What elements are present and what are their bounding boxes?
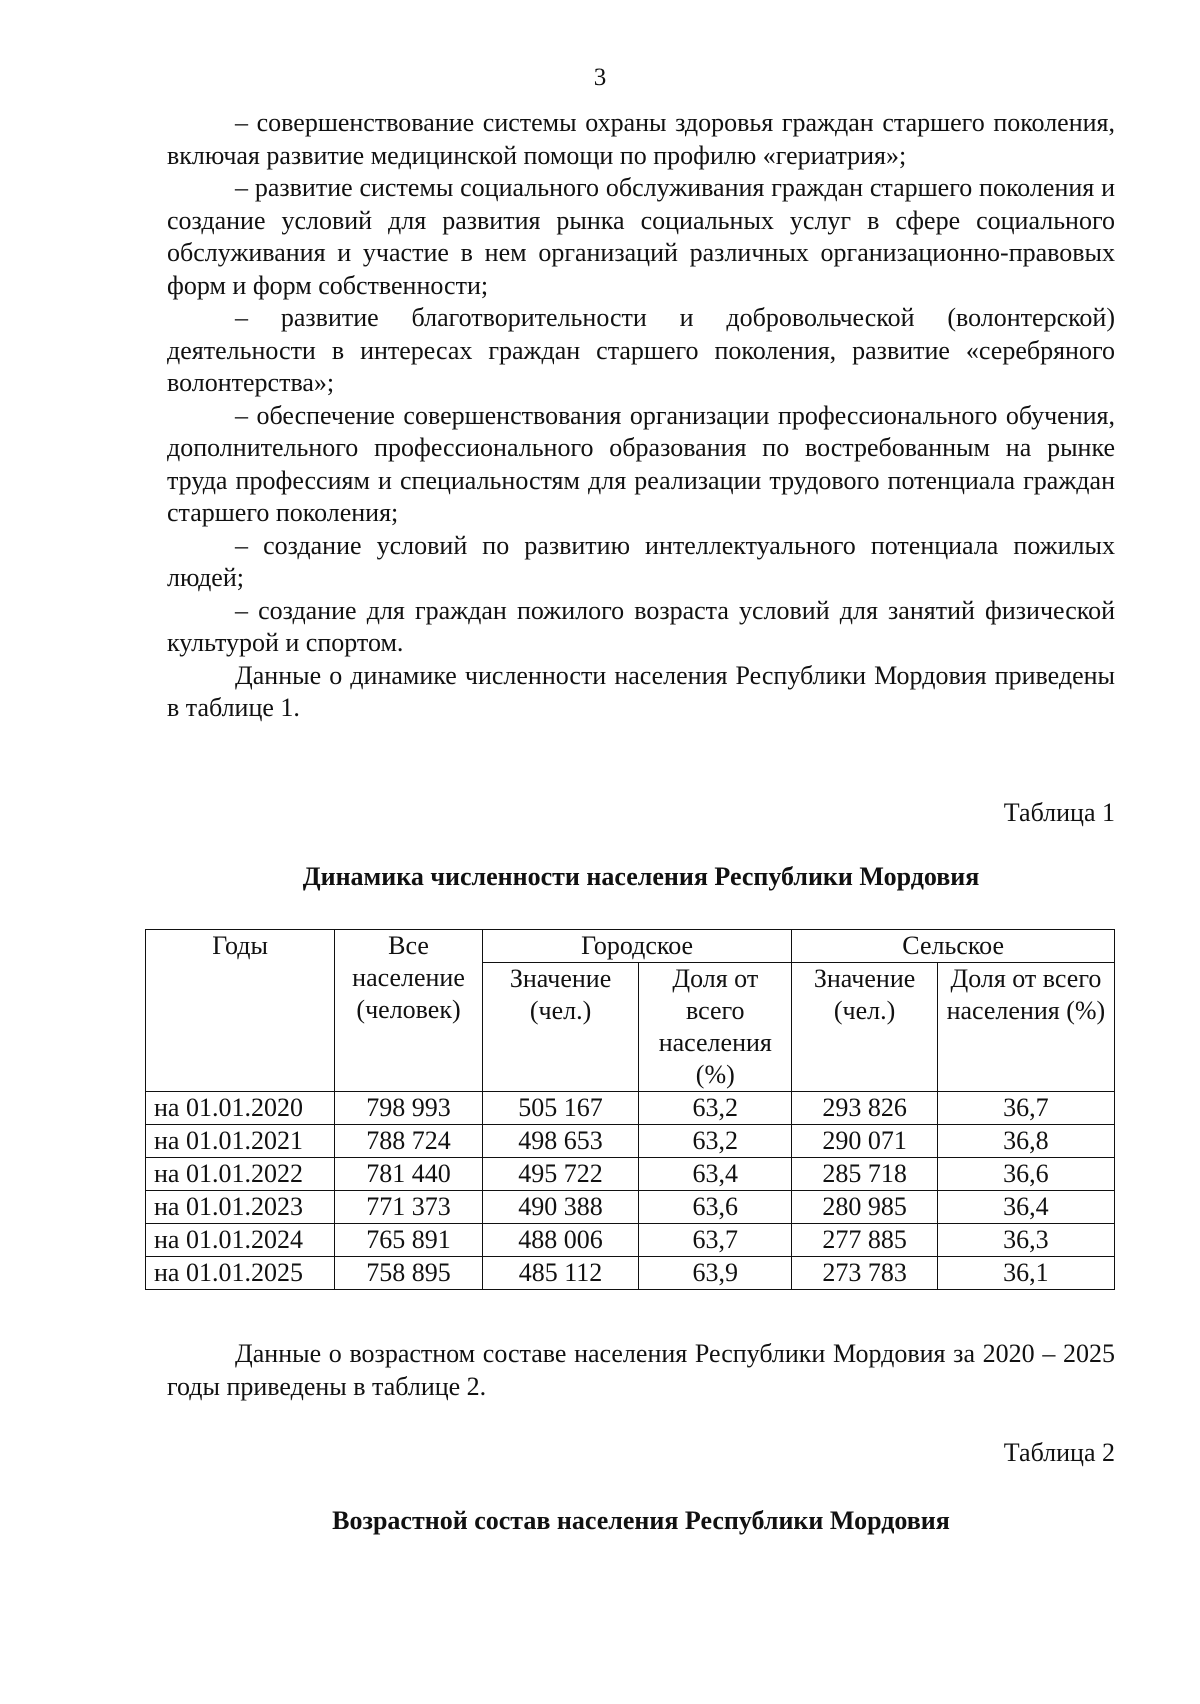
page-number: 3 bbox=[593, 64, 607, 91]
list-item: – создание условий по развитию интеллектуального потенциала пожилых людей; bbox=[167, 530, 1115, 592]
paragraph: Данные о возрастном составе населения Республики Мордовия за 2020 – 2025 годы приведены в таблице 2. bbox=[167, 1339, 1115, 1401]
header-urban-value: Значение (чел.) bbox=[482, 963, 638, 1092]
paragraph: Данные о динамике численности населения Республики Мордовия приведены в таблице 1. bbox=[167, 660, 1115, 722]
header-urban-share: Доля от всего населения (%) bbox=[639, 963, 792, 1092]
cell-urban-share: 63,9 bbox=[639, 1257, 792, 1290]
table-row bbox=[146, 1158, 1115, 1191]
cell-rural-value: 290 071 bbox=[792, 1125, 937, 1158]
cell-urban-value: 495 722 bbox=[482, 1158, 638, 1191]
list-item: – совершенствование системы охраны здоровья граждан старшего поколения, включая развитие медицинской помощи по профилю «гериатрия»; bbox=[167, 108, 1115, 170]
cell-rural-share: 36,6 bbox=[937, 1158, 1114, 1191]
table-row bbox=[146, 1092, 1115, 1125]
cell-year: на 01.01.2024 bbox=[146, 1224, 335, 1257]
table-title: Возрастной состав населения Республики Мордовия bbox=[332, 1506, 950, 1535]
cell-rural-share: 36,3 bbox=[937, 1224, 1114, 1257]
paragraph-after-table bbox=[167, 1338, 1115, 1403]
list-item: – развитие системы социального обслуживания граждан старшего поколения и создание условий для развития рынка социальных услуг в сфере социального обслуживания и участие в нем организаций различных организационно-правовых форм и форм собственности; bbox=[167, 173, 1115, 300]
body-text bbox=[167, 107, 1115, 725]
header-rural-share: Доля от всего населения (%) bbox=[937, 963, 1114, 1092]
cell-rural-value: 285 718 bbox=[792, 1158, 937, 1191]
cell-total: 771 373 bbox=[335, 1191, 483, 1224]
table-row bbox=[146, 1191, 1115, 1224]
header-urban: Городское bbox=[482, 930, 792, 963]
cell-total: 758 895 bbox=[335, 1257, 483, 1290]
header-total: Все население (человек) bbox=[335, 930, 483, 1092]
cell-rural-share: 36,8 bbox=[937, 1125, 1114, 1158]
table-row bbox=[146, 1224, 1115, 1257]
cell-urban-value: 505 167 bbox=[482, 1092, 638, 1125]
cell-total: 765 891 bbox=[335, 1224, 483, 1257]
cell-total: 781 440 bbox=[335, 1158, 483, 1191]
cell-rural-value: 293 826 bbox=[792, 1092, 937, 1125]
cell-urban-share: 63,2 bbox=[639, 1092, 792, 1125]
header-rural-value: Значение (чел.) bbox=[792, 963, 937, 1092]
cell-urban-value: 498 653 bbox=[482, 1125, 638, 1158]
cell-total: 798 993 bbox=[335, 1092, 483, 1125]
cell-urban-value: 488 006 bbox=[482, 1224, 638, 1257]
cell-rural-value: 273 783 bbox=[792, 1257, 937, 1290]
cell-year: на 01.01.2025 bbox=[146, 1257, 335, 1290]
cell-urban-share: 63,6 bbox=[639, 1191, 792, 1224]
table-title: Динамика численности населения Республики Мордовия bbox=[302, 862, 980, 891]
cell-year: на 01.01.2020 bbox=[146, 1092, 335, 1125]
cell-rural-share: 36,1 bbox=[937, 1257, 1114, 1290]
cell-rural-share: 36,7 bbox=[937, 1092, 1114, 1125]
list-item: – обеспечение совершенствования организации профессионального обучения, дополнительного профессионального образования по востребованным на рынке труда профессиям и специальностям для реализации трудового потенциала граждан старшего поколения; bbox=[167, 400, 1115, 527]
cell-urban-value: 490 388 bbox=[482, 1191, 638, 1224]
cell-year: на 01.01.2021 bbox=[146, 1125, 335, 1158]
cell-rural-value: 280 985 bbox=[792, 1191, 937, 1224]
cell-rural-share: 36,4 bbox=[937, 1191, 1114, 1224]
cell-urban-value: 485 112 bbox=[482, 1257, 638, 1290]
cell-urban-share: 63,2 bbox=[639, 1125, 792, 1158]
list-item: – создание для граждан пожилого возраста условий для занятий физической культурой и спортом. bbox=[167, 595, 1115, 657]
population-table bbox=[145, 929, 1115, 1290]
header-rural: Сельское bbox=[792, 930, 1115, 963]
cell-urban-share: 63,7 bbox=[639, 1224, 792, 1257]
table-row bbox=[146, 1125, 1115, 1158]
cell-year: на 01.01.2023 bbox=[146, 1191, 335, 1224]
cell-total: 788 724 bbox=[335, 1125, 483, 1158]
table-caption: Таблица 2 bbox=[1003, 1438, 1115, 1467]
table-row bbox=[146, 1257, 1115, 1290]
cell-year: на 01.01.2022 bbox=[146, 1158, 335, 1191]
cell-rural-value: 277 885 bbox=[792, 1224, 937, 1257]
list-item: – развитие благотворительности и добровольческой (волонтерской) деятельности в интересах граждан старшего поколения, развитие «серебряного волонтерства»; bbox=[167, 303, 1115, 397]
header-years: Годы bbox=[146, 930, 335, 1092]
table-caption: Таблица 1 bbox=[1003, 798, 1115, 827]
cell-urban-share: 63,4 bbox=[639, 1158, 792, 1191]
